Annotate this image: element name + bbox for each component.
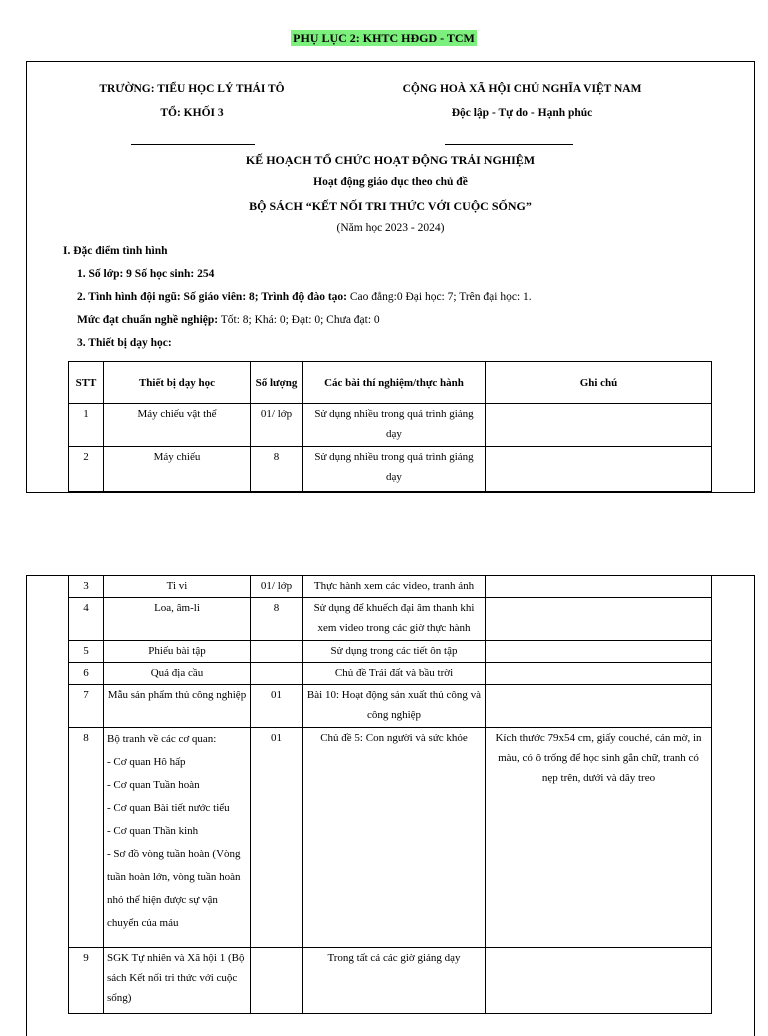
row-stt: 9 <box>69 948 104 1014</box>
table-row <box>69 576 712 598</box>
row-note <box>486 576 712 598</box>
row-lesson: Bài 10: Hoạt động sản xuất thủ công và công nghiệp <box>303 685 486 728</box>
table-row <box>69 447 712 492</box>
row-note: Kích thước 79x54 cm, giấy couché, cán mờ, in màu, có ô trống để học sinh gắn chữ, tranh có nẹp trên, dưới và dây treo <box>486 728 712 948</box>
row-note <box>486 641 712 663</box>
appendix-title <box>0 31 768 46</box>
row-quantity: 01 <box>251 685 303 728</box>
row-quantity <box>251 641 303 663</box>
row-device: Quả địa cầu <box>104 663 251 685</box>
school-year: (Năm học 2023 - 2024) <box>336 222 445 234</box>
device-line: - Cơ quan Bài tiết nước tiểu <box>107 802 230 814</box>
row-lesson: Sử dụng trong các tiết ôn tập <box>303 641 486 663</box>
row-stt: 5 <box>69 641 104 663</box>
header-quantity: Số lượng <box>251 362 303 404</box>
equipment-table-part-2 <box>68 575 712 1014</box>
school-name: TRƯỜNG: TIỂU HỌC LÝ THÁI TÔ <box>99 83 285 95</box>
document-page-1 <box>26 61 755 493</box>
row-stt: 2 <box>69 447 104 492</box>
row-lesson: Sử dụng để khuếch đại âm thanh khi xem video trong các giờ thực hành <box>303 598 486 641</box>
table-row <box>69 404 712 447</box>
row-device: Máy chiếu <box>104 447 251 492</box>
equipment-table-part-1 <box>68 361 712 492</box>
row-device: SGK Tự nhiên và Xã hội 1 (Bộ sách Kết nối tri thức với cuộc sống) <box>104 948 251 1014</box>
header-note: Ghi chú <box>486 362 712 404</box>
standard-label: Mức đạt chuẩn nghề nghiệp: <box>77 314 219 326</box>
row-quantity: 8 <box>251 598 303 641</box>
nation-motto: Độc lập - Tự do - Hạnh phúc <box>451 107 593 119</box>
plan-subtitle: Hoạt động giáo dục theo chủ đề <box>313 176 468 188</box>
section-item-2b <box>77 314 380 326</box>
row-quantity <box>251 948 303 1014</box>
device-line: - Cơ quan Thần kinh <box>107 825 199 837</box>
row-stt: 4 <box>69 598 104 641</box>
device-line: - Cơ quan Tuần hoàn <box>107 779 200 791</box>
row-device: Phiếu bài tập <box>104 641 251 663</box>
row-note <box>486 404 712 447</box>
device-line: Bộ tranh về các cơ quan: <box>107 733 217 745</box>
table-row <box>69 598 712 641</box>
row-lesson: Thực hành xem các video, tranh ảnh <box>303 576 486 598</box>
row-lesson: Trong tất cả các giờ giảng dạy <box>303 948 486 1014</box>
table-row <box>69 948 712 1014</box>
staff-label: 2. Tình hình đội ngũ: Số giáo viên: 8; Trình độ đào tạo: <box>77 291 348 303</box>
row-note <box>486 447 712 492</box>
row-quantity: 01 <box>251 728 303 948</box>
row-stt: 7 <box>69 685 104 728</box>
row-stt: 6 <box>69 663 104 685</box>
row-stt: 3 <box>69 576 104 598</box>
row-quantity: 8 <box>251 447 303 492</box>
row-device: Máy chiếu vật thể <box>104 404 251 447</box>
row-note <box>486 598 712 641</box>
section-item-2 <box>77 291 532 303</box>
row-stt: 1 <box>69 404 104 447</box>
row-note <box>486 663 712 685</box>
row-device: Ti vi <box>104 576 251 598</box>
row-device: Loa, âm-li <box>104 598 251 641</box>
section-heading: I. Đặc điểm tình hình <box>63 245 168 257</box>
group-name: TỔ: KHỐI 3 <box>160 107 224 119</box>
book-series: BỘ SÁCH “KẾT NỐI TRI THỨC VỚI CUỘC SỐNG” <box>249 199 532 213</box>
standard-value: Tốt: 8; Khá: 0; Đạt: 0; Chưa đạt: 0 <box>218 314 380 326</box>
section-item-1: 1. Số lớp: 9 Số học sinh: 254 <box>77 268 215 280</box>
row-quantity <box>251 663 303 685</box>
table-row <box>69 685 712 728</box>
table-row <box>69 728 712 948</box>
row-device: Mẫu sản phẩm thủ công nghiệp <box>104 685 251 728</box>
row-note <box>486 685 712 728</box>
row-lesson: Sử dụng nhiều trong quá trình giảng dạy <box>303 404 486 447</box>
motto-underline <box>445 144 573 145</box>
table-row <box>69 663 712 685</box>
table-header-row <box>69 362 712 404</box>
staff-value: Cao đẳng:0 Đại học: 7; Trên đại học: 1. <box>347 291 532 303</box>
row-lesson: Chủ đề Trái đất và bầu trời <box>303 663 486 685</box>
row-quantity: 01/ lớp <box>251 576 303 598</box>
header-lesson: Các bài thí nghiệm/thực hành <box>303 362 486 404</box>
nation-title: CỘNG HOÀ XÃ HỘI CHỦ NGHĨA VIỆT NAM <box>402 83 642 95</box>
school-underline <box>131 144 255 145</box>
plan-title: KẾ HOẠCH TỔ CHỨC HOẠT ĐỘNG TRẢI NGHIỆM <box>245 153 536 167</box>
header-device: Thiết bị dạy học <box>104 362 251 404</box>
row-lesson: Chủ đề 5: Con người và sức khỏe <box>303 728 486 948</box>
row-device <box>104 728 251 948</box>
appendix-title-text: PHỤ LỤC 2: KHTC HĐGD - TCM <box>293 31 475 45</box>
row-lesson: Sử dụng nhiều trong quá trình giảng dạy <box>303 447 486 492</box>
document-page-2 <box>26 575 755 1036</box>
row-note <box>486 948 712 1014</box>
device-line: - Sơ đồ vòng tuần hoàn (Vòng tuần hoàn lớn, vòng tuần hoàn nhỏ thể hiện được sự vận chuyển của máu <box>107 848 241 929</box>
section-item-3: 3. Thiết bị dạy học: <box>77 337 172 349</box>
device-line: - Cơ quan Hô hấp <box>107 756 186 768</box>
table-row <box>69 641 712 663</box>
row-stt: 8 <box>69 728 104 948</box>
row-quantity: 01/ lớp <box>251 404 303 447</box>
header-stt: STT <box>69 362 104 404</box>
